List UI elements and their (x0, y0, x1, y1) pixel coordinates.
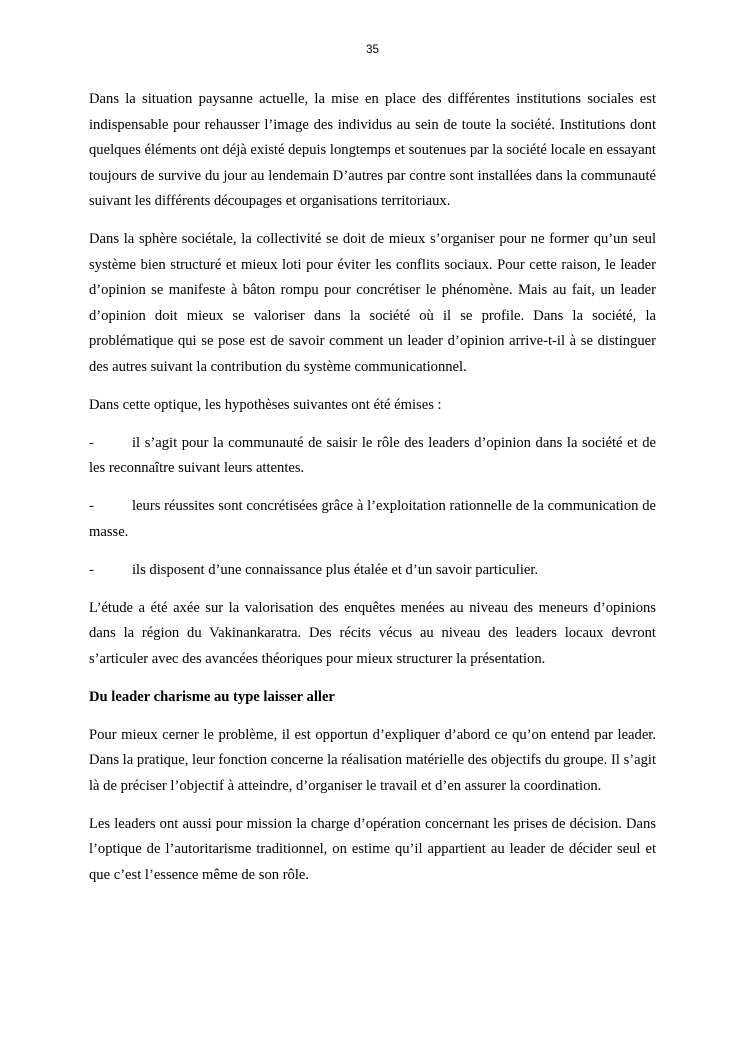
hypothesis-item (89, 431, 656, 482)
section-heading: Du leader charisme au type laisser aller (89, 688, 335, 705)
paragraph-leader-decisions: Les leaders ont aussi pour mission la charge d’opération concernant les prises de décision. Dans l’optique de l’autoritarisme traditionnel, on estime qu’il appartient au leader de décider seul et que c’est l’essence même de son rôle. (89, 815, 656, 883)
page-number: 35 (366, 44, 379, 56)
bullet-dash: - (89, 561, 94, 578)
paragraph-leader-definition: Pour mieux cerner le problème, il est opportun d’expliquer d’abord ce qu’on entend par leader. Dans la pratique, leur fonction concerne la réalisation matérielle des objectifs du groupe. Il s’agit là de préciser l’objectif à atteindre, d’organiser le travail et d’en assurer la coordination. (89, 726, 656, 794)
body-text (89, 87, 656, 901)
hypothesis-item (89, 558, 656, 584)
bullet-dash: - (89, 434, 94, 451)
paragraph-study-focus: L’étude a été axée sur la valorisation des enquêtes menées au niveau des meneurs d’opinions dans la région du Vakinankaratra. Des récits vécus au niveau des leaders locaux devront s’articuler avec des avancées théoriques pour mieux structurer la présentation. (89, 599, 656, 667)
paragraph-institutions: Dans la situation paysanne actuelle, la mise en place des différentes institutions sociales est indispensable pour rehausser l’image des individus au sein de toute la société. Institutions dont quelques éléments ont déjà existé depuis longtemps et soutenues par la société locale en essayant toujours de survive du jour au lendemain D’autres par contre sont installées dans la communauté suivant les différents découpages et organisations territoriaux. (89, 91, 656, 209)
bullet-dash: - (89, 498, 94, 514)
hypothesis-text: leurs réussites sont concrétisées grâce à l’exploitation rationnelle de la communication de masse. (89, 498, 656, 540)
paragraph-hypotheses-intro: Dans cette optique, les hypothèses suivantes ont été émises : (89, 396, 442, 413)
hypothesis-text: il s’agit pour la communauté de saisir le rôle des leaders d’opinion dans la société et de les reconnaître suivant leurs attentes. (89, 434, 656, 476)
hypothesis-text: ils disposent d’une connaissance plus étalée et d’un savoir particulier. (132, 561, 539, 578)
paragraph-societal-sphere: Dans la sphère sociétale, la collectivité se doit de mieux s’organiser pour ne former qu’un seul système bien structuré et mieux loti pour éviter les conflits sociaux. Pour cette raison, le leader d’opinion se manifeste à bâton rompu pour concrétiser le phénomène. Mais au fait, un leader d’opinion doit mieux se valoriser dans la société où il se profile. Dans la société, la problématique qui se pose est de savoir comment un leader d’opinion arrive-t-il à se distinguer des autres suivant la contribution du système communicationnel. (89, 231, 656, 375)
hypothesis-item (89, 494, 656, 545)
